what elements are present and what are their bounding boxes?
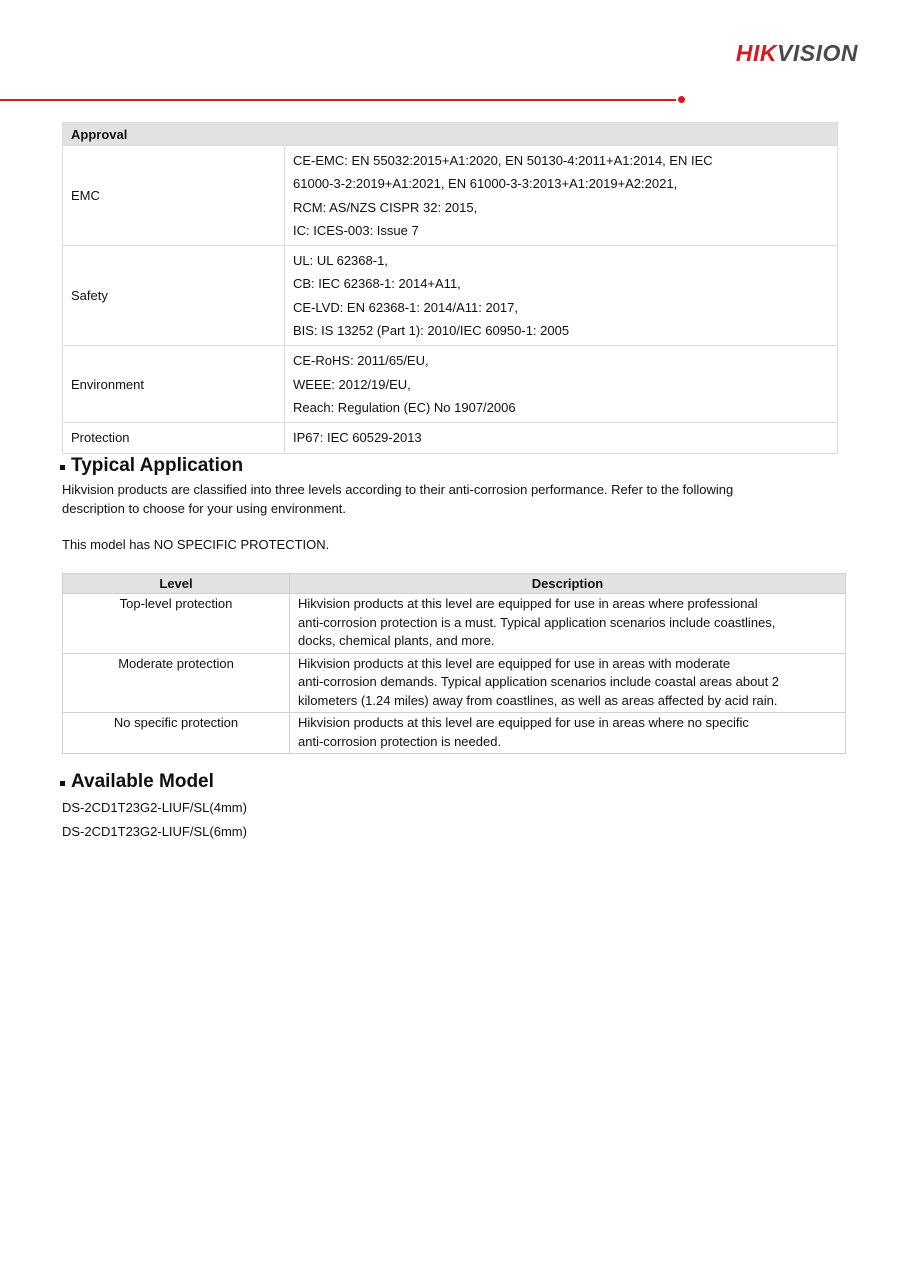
approval-line: WEEE: 2012/19/EU, [293,376,411,392]
table-row [63,653,846,713]
available-model-heading [60,771,214,793]
square-bullet-icon [60,465,65,470]
approval-heading: Approval [63,123,838,146]
description-line: anti-corrosion protection is needed. [298,733,502,749]
approval-line: BIS: IS 13252 (Part 1): 2010/IEC 60950-1: 2005 [293,323,570,339]
approval-label: Environment [63,346,285,423]
description-cell [290,594,846,654]
approval-line: CB: IEC 62368-1: 2014+A11, [293,276,461,292]
list-item: DS-2CD1T23G2-LIUF/SL(4mm) [62,800,247,815]
approval-table [62,122,838,454]
description-line: Hikvision products at this level are equipped for use in areas with moderate [298,655,731,671]
section-title-text: Typical Application [71,455,244,476]
approval-line: UL: UL 62368-1, [293,253,388,269]
approval-value [285,246,838,346]
approval-row-protection [63,423,838,453]
level-cell: No specific protection [63,713,290,754]
section-title-text: Available Model [71,771,214,792]
description-line: docks, chemical plants, and more. [298,633,495,648]
approval-line: IC: ICES-003: Issue 7 [293,222,419,238]
typical-application-heading [60,455,243,477]
approval-line: CE-RoHS: 2011/65/EU, [293,353,429,369]
approval-value [285,146,838,246]
description-line: anti-corrosion demands. Typical application scenarios include coastal areas about 2 [298,674,780,689]
approval-label: EMC [63,146,285,246]
description-line: Hikvision products at this level are equipped for use in areas where professional [298,596,758,611]
approval-row-safety [63,246,838,346]
approval-line: 61000-3-2:2019+A1:2021, EN 61000-3-3:2013+A1:2019+A2:2021, [293,176,678,192]
column-header-description: Description [290,574,846,594]
approval-line: CE-LVD: EN 62368-1: 2014/A11: 2017, [293,299,518,315]
header-divider-dot [678,96,685,103]
approval-value [285,423,838,453]
typical-application-intro [62,481,842,518]
protection-note: This model has NO SPECIFIC PROTECTION. [62,537,330,552]
header-divider-line [0,99,676,101]
level-cell: Top-level protection [63,594,290,654]
description-line: anti-corrosion protection is a must. Typical application scenarios include coastlines, [298,614,776,630]
hikvision-logo [736,40,858,67]
logo-vision-text: VISION [777,40,858,66]
description-line: kilometers (1.24 miles) away from coastlines, as well as areas affected by acid rain. [298,692,778,708]
approval-value [285,346,838,423]
table-row [63,594,846,654]
column-header-level: Level [63,574,290,594]
square-bullet-icon [60,781,65,786]
approval-header-row [63,123,838,146]
model-list [62,796,247,843]
protection-levels-table [62,573,846,754]
logo-hik-text: HIK [735,40,778,66]
approval-line: RCM: AS/NZS CISPR 32: 2015, [293,199,478,215]
description-line: Hikvision products at this level are equipped for use in areas where no specific [298,715,749,730]
approval-row-emc [63,146,838,246]
approval-label: Protection [63,423,285,453]
levels-header-row [63,574,846,594]
approval-row-environment [63,346,838,423]
approval-line: Reach: Regulation (EC) No 1907/2006 [293,399,516,415]
list-item: DS-2CD1T23G2-LIUF/SL(6mm) [62,823,247,839]
description-cell [290,653,846,713]
level-cell: Moderate protection [63,653,290,713]
approval-line: CE-EMC: EN 55032:2015+A1:2020, EN 50130-4:2011+A1:2014, EN IEC [293,153,713,168]
approval-label: Safety [63,246,285,346]
intro-line: Hikvision products are classified into three levels according to their anti-corrosion performance. Refer to the following [62,482,734,497]
description-cell [290,713,846,754]
approval-line: IP67: IEC 60529-2013 [293,430,422,446]
intro-line: description to choose for your using environment. [62,500,346,516]
table-row [63,713,846,754]
